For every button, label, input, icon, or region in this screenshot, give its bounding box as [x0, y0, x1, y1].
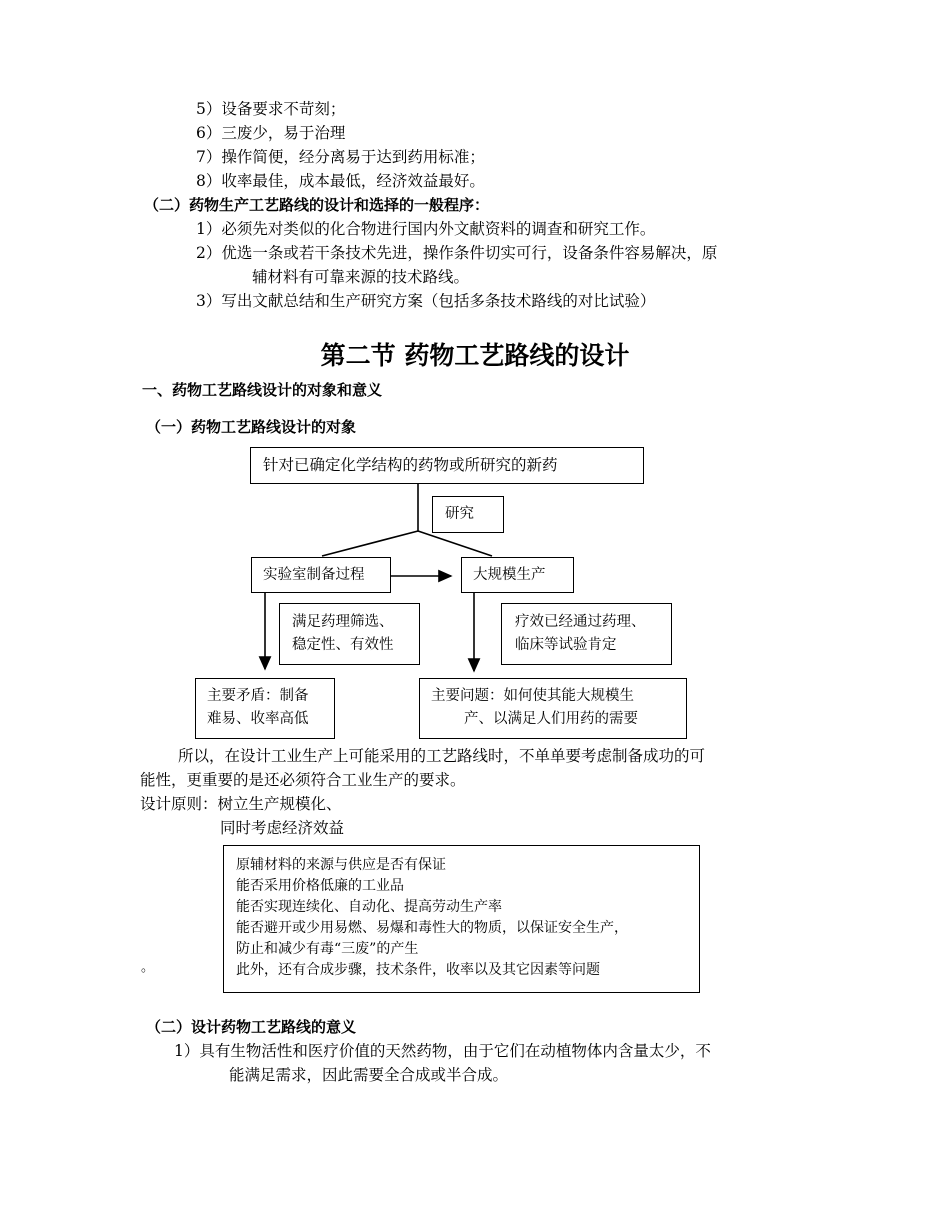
criteria-item: 能否实现连续化、自动化、提高劳动生产率 [236, 899, 502, 915]
section-heading: （二）药物生产工艺路线的设计和选择的一般程序： [144, 196, 490, 214]
flow-box-scale [461, 557, 574, 593]
flow-box-text: 针对已确定化学结构的药物或所研究的新药 [263, 456, 558, 474]
flow-box-research [432, 496, 504, 533]
subsection-heading: （一）药物工艺路线设计的对象 [146, 418, 357, 436]
criteria-item: 此外，还有合成步骤，技术条件，收率以及其它因素等问题 [236, 962, 600, 978]
design-principle: 同时考虑经济效益 [220, 819, 345, 837]
procedure-item-continuation: 辅材料有可靠来源的技术路线。 [252, 268, 470, 286]
criteria-item: 原辅材料的来源与供应是否有保证 [236, 857, 446, 873]
section-heading: 一、药物工艺路线设计的对象和意义 [142, 381, 383, 399]
list-item: 5）设备要求不苛刻； [196, 100, 346, 118]
list-item: 8）收率最佳，成本最低，经济效益最好。 [196, 172, 485, 190]
flow-box-scale-issue [419, 678, 687, 739]
design-principle: 设计原则：树立生产规模化、 [140, 795, 342, 813]
flow-box-text: 大规模生产 [473, 567, 546, 583]
paragraph-line: 所以，在设计工业生产上可能采用的工艺路线时，不单单要考虑制备成功的可 [178, 747, 706, 765]
procedure-item: 2）优选一条或若干条技术先进，操作条件切实可行，设备条件容易解决，原 [196, 244, 718, 262]
flow-box-text: 主要问题：如何使其能大规模生 [431, 688, 634, 704]
list-item: 6）三废少，易于治理 [196, 124, 346, 142]
subsection-heading: （二）设计药物工艺路线的意义 [146, 1018, 357, 1036]
paragraph-line: 能满足需求，因此需要全合成或半合成。 [229, 1066, 509, 1084]
flow-box-text: 实验室制备过程 [263, 567, 365, 583]
criteria-item: 能否采用价格低廉的工业品 [236, 878, 404, 894]
flow-box-lab-issue [195, 678, 335, 739]
flow-box-text: 满足药理筛选、 [292, 614, 394, 630]
flow-box-text: 难易、收率高低 [207, 711, 309, 727]
list-item: 7）操作简便，经分离易于达到药用标准； [196, 148, 485, 166]
flow-box-target [250, 447, 644, 484]
stray-mark: 。 [141, 960, 155, 975]
flow-box-text: 临床等试验肯定 [515, 637, 617, 653]
flow-box-lab-note [279, 603, 420, 665]
procedure-item: 3）写出文献总结和生产研究方案（包括多条技术路线的对比试验） [196, 292, 656, 310]
flow-box-lab [251, 557, 391, 593]
flow-box-text: 产、以满足人们用药的需要 [464, 711, 638, 727]
paragraph-line: 能性，更重要的是还必须符合工业生产的要求。 [140, 771, 466, 789]
flow-box-scale-note [501, 603, 672, 665]
flow-box-text: 主要矛盾：制备 [207, 688, 309, 704]
criteria-item: 防止和减少有毒“三废”的产生 [236, 941, 419, 957]
chapter-title: 第二节 药物工艺路线的设计 [320, 341, 630, 370]
procedure-item: 1）必须先对类似的化合物进行国内外文献资料的调查和研究工作。 [196, 220, 656, 238]
flow-box-text: 疗效已经通过药理、 [515, 614, 646, 630]
flow-box-text: 研究 [445, 506, 474, 522]
paragraph-line: 1）具有生物活性和医疗价值的天然药物，由于它们在动植物体内含量太少，不 [174, 1042, 711, 1060]
flow-box-text: 稳定性、有效性 [292, 637, 394, 653]
criteria-item: 能否避开或少用易燃、易爆和毒性大的物质，以保证安全生产， [236, 920, 628, 936]
